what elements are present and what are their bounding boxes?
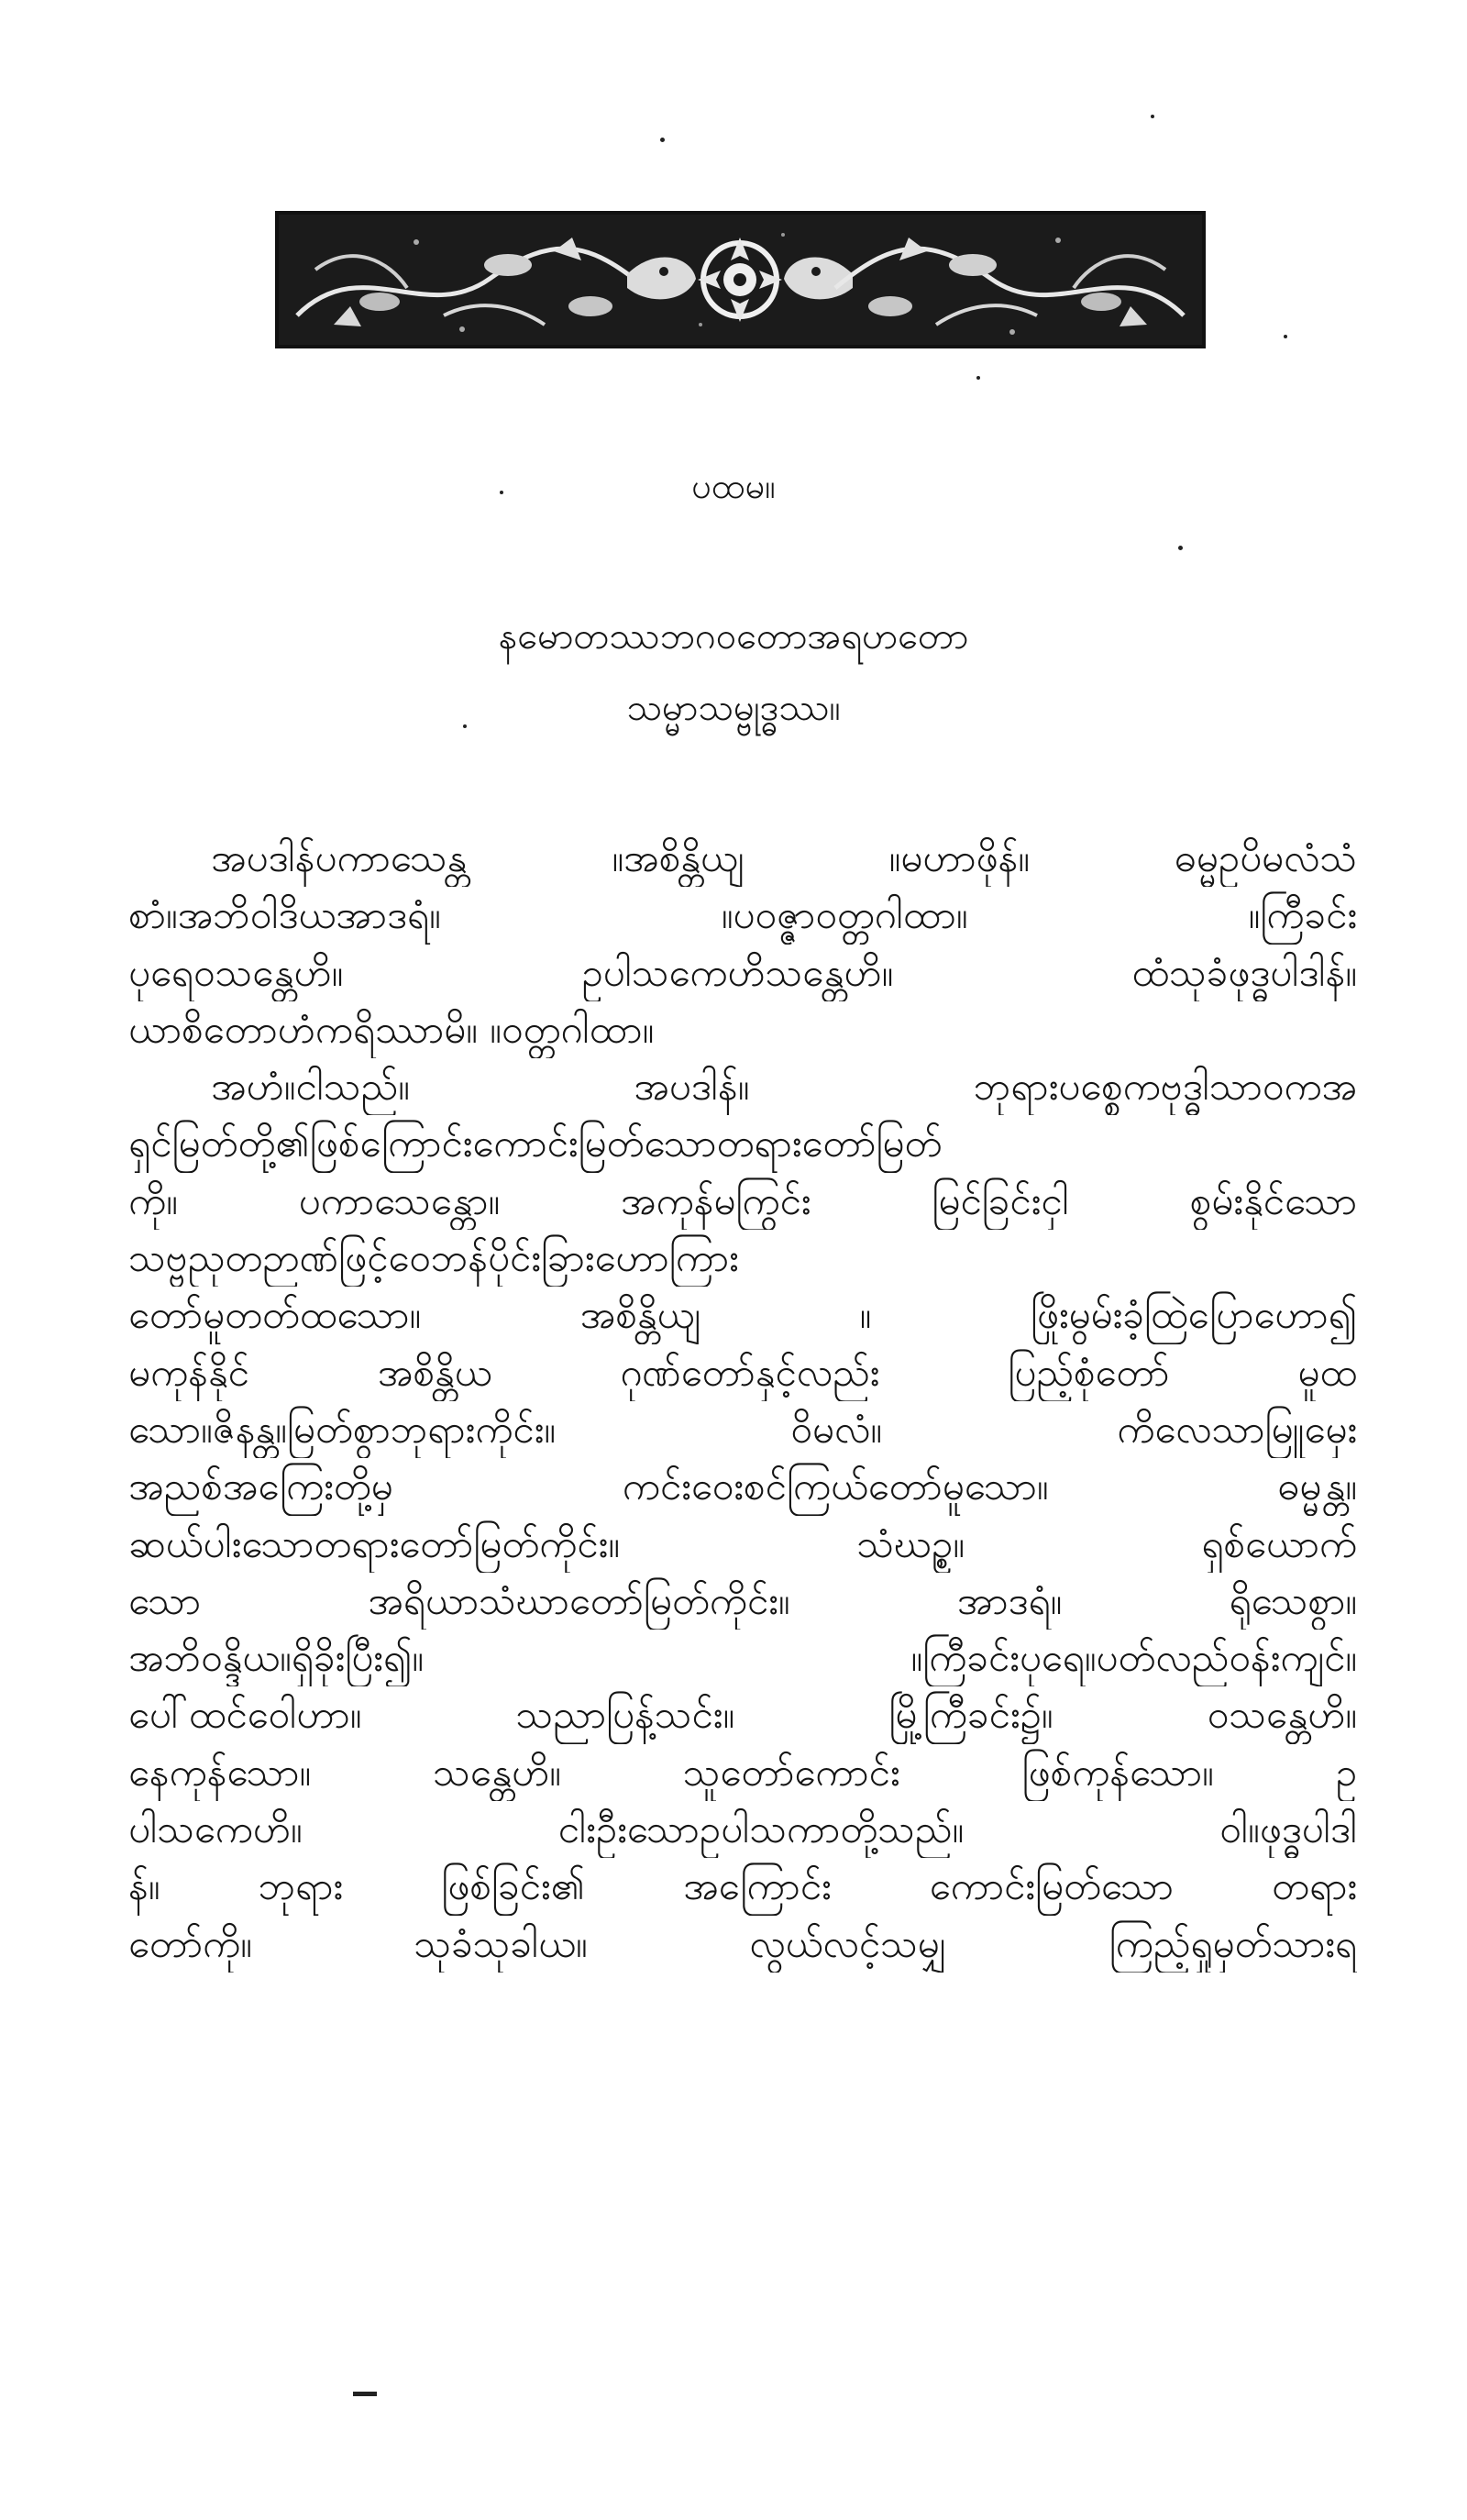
title-line-1: နမောတဿဘဂဝတောအရဟတော [498, 615, 969, 658]
ornamental-header-band [275, 211, 1206, 348]
scan-speck [976, 376, 980, 380]
scan-speck [1284, 335, 1287, 338]
text-line: ပေါ်ထင်ဝေါဟာ။ သညာပြန့်သင်း။ မြို့ကြီခင်း၌။ ဝသန္တေဟိ။ [128, 1692, 1357, 1738]
text-line: စာံ။အဘိဝါဒိယအာဒရံ။ ။ပဝဇ္ဇာဝတ္တဂါထာ။ ။ကြီခင်း [128, 892, 1357, 938]
scan-speck [1178, 546, 1183, 550]
scan-mark [353, 2392, 377, 2396]
text-line: သဗ္ဗညုတဉာဏ်ဖြင့်ဝေဘန်ပိုင်းခြားဟောကြား [128, 1235, 739, 1281]
text-line: အပဒါန်ပကာသေန္တ ။အစိန္တိယျ ။မဟာဖိုန်။ ဓမ္မဥပိမလံသံ [211, 835, 1357, 880]
text-line: တော်ကို။ သုခံသုခါယ။ လွယ်လင့်သမျှ ကြည့်ရှုမှတ်သားရ [128, 1920, 1357, 1966]
scan-speck [660, 138, 665, 142]
body-paragraphs [128, 830, 1357, 1973]
text-line: အဟံ။ငါသည်။ အပဒါန်။ ဘုရားပစ္စေကဗုဒ္ဓါသာဝကအ [211, 1064, 1357, 1110]
scan-speck [500, 491, 503, 494]
text-line: အညစ်အကြေးတို့မှ ကင်းဝေးစင်ကြယ်တော်မူသော။ ဓမ္မန္တ။ [128, 1464, 1357, 1509]
floral-ornament-icon [279, 215, 1202, 345]
text-line: ပုရေဝသန္တေဟိ။ ဥပါသကေဟိသန္တေဟိ။ ထံသုခံဖုဒ္ဓပါဒါန်။ [128, 949, 1357, 995]
text-line: သော။ဇိနန္တ။မြတ်စွာဘုရားကိုင်း။ ဝိမလံ။ ကိလေသာမြူမှေး [128, 1406, 1357, 1452]
text-line: တော်မူတတ်ထသော။ အစိန္တိယျ ။ ဖြိုးမွမ်းခံ့ထြဲပြောဟော၍ [128, 1292, 1357, 1338]
scan-speck [1151, 115, 1154, 118]
section-title [183, 601, 1284, 744]
text-line: ကို။ ပကာသေန္တော။ အကုန်မကြွင်း မြင်ခြင်းငှါ စွမ်းနိုင်သော [128, 1177, 1357, 1223]
text-line: အဘိဝန္ဒိယ။ရှိခိုးပြီး၍။ ။ကြီခင်းပုရေ။ပတ်လည်ဝန်းကျင်။ [128, 1635, 1357, 1681]
scan-speck [463, 724, 467, 728]
text-line: ရှင်မြတ်တို့၏ဖြစ်ကြောင်းကောင်းမြတ်သောတရားတော်မြတ် [128, 1121, 943, 1166]
chapter-label: ပထမ။ [691, 466, 776, 506]
text-line: မကုန်နိုင် အစိန္တိယ ဂုဏ်တော်နှင့်လည်း ပြည့်စုံတော် မူထ [128, 1349, 1357, 1395]
text-line: ဆယ်ပါးသောတရားတော်မြတ်ကိုင်း။ သံဃဉ္စ။ ရှစ်ယောက် [128, 1520, 1357, 1566]
text-line: နေကုန်သော။ သန္တေဟိ။ သူတော်ကောင်း ဖြစ်ကုန်သော။ ဥ [128, 1749, 1357, 1795]
text-line: န်။ ဘုရား ဖြစ်ခြင်း၏ အကြောင်း ကောင်းမြတ်သော တရား [128, 1863, 1357, 1909]
text-line: ပါသကေဟိ။ ငါးဦးသောဥပါသကာတို့သည်။ ဝါ။ဖုဒ္ဓပါဒါ [128, 1807, 1357, 1852]
text-line: ယာစိတောဟံကရိဿာမိ။ ။ဝတ္တဂါထာ။ [128, 1006, 655, 1052]
text-line: သော အရိယာသံဃာတော်မြတ်ကိုင်း။ အာဒရံ။ ရိုသေစွာ။ [128, 1577, 1357, 1623]
title-line-2: သမ္မာသမ္ဗုဒ္ဓဿ။ [626, 687, 841, 729]
